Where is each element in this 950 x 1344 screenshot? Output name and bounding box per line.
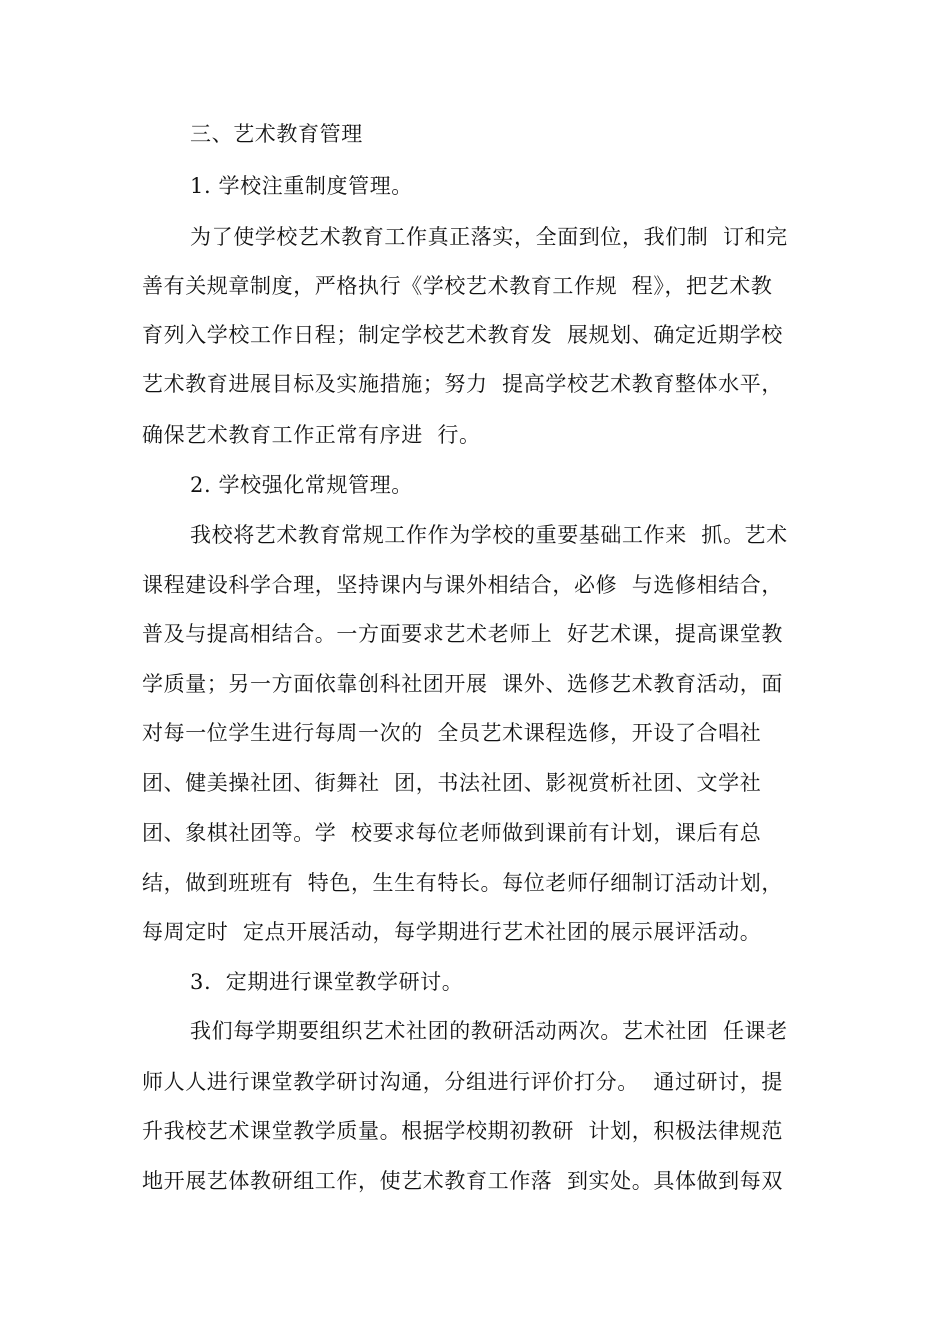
paragraph-line: 善有关规章制度，严格执行《学校艺术教育工作规 程》，把艺术教 [142,274,773,298]
paragraph-line: 艺术教育进展目标及实施措施；努力 提高学校艺术教育整体水平， [142,372,783,396]
paragraph-line: 结，做到班班有 特色，生生有特长。每位老师仔细制订活动计划， [142,871,783,895]
paragraph-line: 团、健美操社团、街舞社 团，书法社团、影视赏析社团、文学社 [142,771,762,795]
paragraph-line: 地开展艺体教研组工作，使艺术教育工作落 到实处。具体做到每双 [142,1169,783,1193]
paragraph-line: 普及与提高相结合。一方面要求艺术老师上 好艺术课，提高课堂教 [142,622,783,646]
paragraph-line: 学质量；另一方面依靠创科社团开展 课外、选修艺术教育活动，面 [142,672,783,696]
paragraph-line: 团、象棋社团等。学 校要求每位老师做到课前有计划，课后有总 [142,821,762,845]
paragraph-line: 师人人进行课堂教学研讨沟通，分组进行评价打分。 通过研讨，提 [142,1070,783,1094]
paragraph-line: 确保艺术教育工作正常有序进 行。 [142,423,481,447]
paragraph-line: 育列入学校工作日程；制定学校艺术教育发 展规划、确定近期学校 [142,323,783,347]
paragraph-line: 课程建设科学合理，坚持课内与课外相结合，必修 与选修相结合， [142,573,783,597]
paragraph-line: 我们每学期要组织艺术社团的教研活动两次。艺术社团 任课老 [190,1019,788,1043]
paragraph-line: 升我校艺术课堂教学质量。根据学校期初教研 计划，积极法律规范 [142,1119,783,1143]
section-title: 三、艺术教育管理 [190,122,363,146]
item-3-heading: 3. 定期进行课堂教学研讨。 [190,970,464,994]
paragraph-line: 对每一位学生进行每周一次的 全员艺术课程选修，开设了合唱社 [142,721,762,745]
paragraph-line: 我校将艺术教育常规工作作为学校的重要基础工作来 抓。艺术 [190,523,788,547]
paragraph-line: 为了使学校艺术教育工作真正落实，全面到位，我们制 订和完 [190,225,788,249]
item-2-heading: 2. 学校强化常规管理。 [190,473,413,497]
paragraph-line: 每周定时 定点开展活动，每学期进行艺术社团的展示展评活动。 [142,920,762,944]
item-1-heading: 1. 学校注重制度管理。 [190,174,413,198]
